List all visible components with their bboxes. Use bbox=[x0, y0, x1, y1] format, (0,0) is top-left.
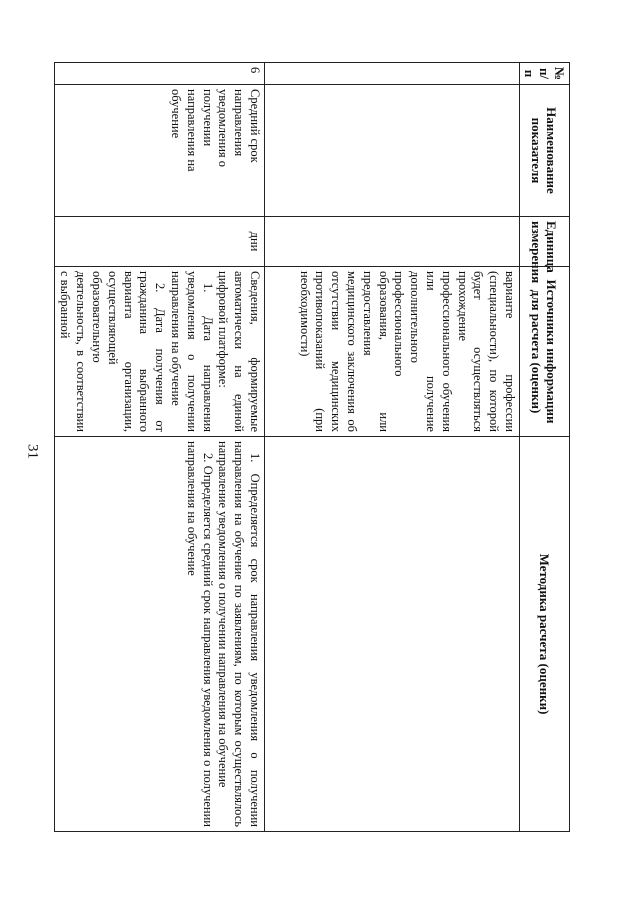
cell-num: 6 bbox=[54, 63, 264, 85]
document-page bbox=[58, 62, 570, 832]
table-row bbox=[265, 63, 520, 832]
header-unit: Единица измерения bbox=[520, 217, 570, 267]
cell-method bbox=[54, 437, 264, 832]
method-item-1: 1. Определяется срок направления уведомления о получении направления на обучение по заявлениям, по которым осуществлялось направление уведомления о получении направления на обучение bbox=[216, 441, 262, 827]
source-item-2: 2. Дата получения от гражданина выбранного варианта организации, осуществляющей образовательную деятельность, в соответствии с выбранной bbox=[58, 271, 168, 432]
header-num: № п/п bbox=[520, 63, 570, 85]
header-source: Источники информации для расчета (оценки) bbox=[520, 267, 570, 437]
header-name: Наименование показателя bbox=[520, 85, 570, 217]
table-row bbox=[54, 63, 264, 832]
page-number: 31 bbox=[24, 444, 41, 459]
rotated-table-container bbox=[58, 62, 570, 832]
indicator-table bbox=[54, 62, 570, 832]
cell-unit: дни bbox=[54, 217, 264, 267]
cell-source: варианте профессии (специальности), по которой будет осуществляться прохождение профессионального обучения или получение дополнительного профессионального образования, или предоставления медицинского заключения об отсутствии медицинских противопоказаний (при необходимости) bbox=[265, 267, 520, 437]
source-intro: Сведения, формируемые автоматически на единой цифровой платформе: bbox=[216, 271, 262, 432]
method-item-2: 2. Определяется средний срок направления уведомления о получении направления на обучение bbox=[184, 441, 215, 827]
cell-unit bbox=[265, 217, 520, 267]
cell-source bbox=[54, 267, 264, 437]
table-header-row bbox=[520, 63, 570, 832]
cell-num bbox=[265, 63, 520, 85]
cell-name bbox=[265, 85, 520, 217]
cell-method bbox=[265, 437, 520, 832]
source-item-1: 1. Дата направления уведомления о получении направления на обучение bbox=[169, 271, 215, 432]
cell-name: Средний срок направления уведомления о получении направления на обучение bbox=[54, 85, 264, 217]
header-method: Методика расчета (оценки) bbox=[520, 437, 570, 832]
